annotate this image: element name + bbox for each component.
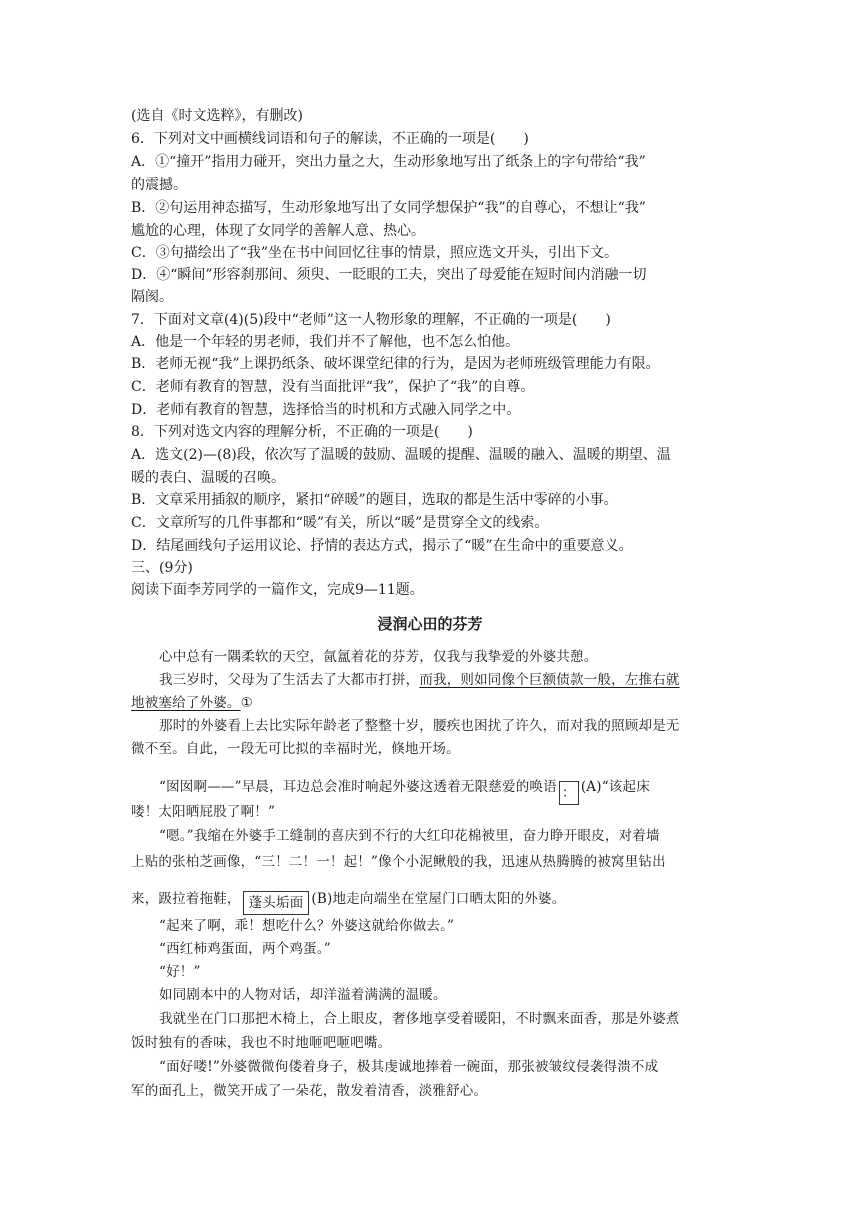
- essay-text: (B)地走向端坐在堂屋门口晒太阳的外婆。: [311, 891, 566, 907]
- q7-stem: 7．下面对文章(4)(5)段中“老师”这一人物形象的理解，不正确的一项是( ): [131, 312, 611, 328]
- essay-paragraph-cont: 喽！太阳晒屁股了啊！”: [131, 804, 276, 820]
- q6-option-d: D．④“瞬间”形容刹那间、须臾、一眨眼的工夫，突出了母爱能在短时间内消融一切: [131, 267, 647, 283]
- essay-text: “囡囡啊——”早晨，耳边总会准时响起外婆这透着无限慈爱的唤语: [159, 779, 557, 795]
- dialogue-line: “西红柿鸡蛋面，两个鸡蛋。”: [159, 941, 331, 957]
- q7-option-b: B．老师无视“我”上课扔纸条、破坏课堂纪律的行为，是因为老师班级管理能力有限。: [131, 356, 660, 372]
- q7-option-d: D．老师有教育的智慧，选择恰当的时机和方式融入同学之中。: [131, 402, 521, 418]
- marker-1: ①: [240, 695, 253, 711]
- q6-option-a: A．①“撞开”指用力碰开，突出力量之大，生动形象地写出了纸条上的字句带给“我”: [131, 154, 646, 170]
- essay-paragraph: [159, 669, 731, 691]
- underlined-sentence-cont: 地被塞给了外婆。: [131, 695, 241, 711]
- essay-title: 浸润心田的芬芳: [377, 615, 483, 633]
- essay-paragraph-cont: [131, 692, 731, 714]
- essay-paragraph-cont: 饭时独有的香味，我也不时地咂吧咂吧嘴。: [131, 1035, 392, 1051]
- q8-option-d: D．结尾画线句子运用议论、抒情的表达方式，揭示了“暖”在生命中的重要意义。: [131, 538, 633, 554]
- word-box-b: 蓬头垢面: [243, 891, 310, 915]
- q8-option-c: C．文章所写的几件事都和“暖”有关，所以“暖”是贯穿全文的线索。: [131, 515, 549, 531]
- essay-paragraph: 心中总有一隅柔软的天空，氤氲着花的芬芳，仅我与我挚爱的外婆共憩。: [159, 649, 598, 665]
- q6-option-a-cont: 的震撼。: [131, 177, 187, 193]
- q8-option-b: B．文章采用插叙的顺序，紧扣“碎暖”的题目，选取的都是生活中零碎的小事。: [131, 492, 618, 508]
- q8-option-a-cont: 暖的表白、温暖的召唤。: [131, 470, 285, 486]
- essay-paragraph-cont: 军的面孔上，微笑开成了一朵花，散发着清香，淡雅舒心。: [131, 1083, 488, 1099]
- source-note: (选自《时文选粹》，有删改): [131, 108, 303, 124]
- essay-paragraph: 如同剧本中的人物对话，却洋溢着满满的温暖。: [159, 987, 447, 1003]
- essay-paragraph: “面好喽!”外婆微微佝偻着身子，极其虔诚地捧着一碗面，那张被皱纹侵袭得溃不成: [159, 1059, 659, 1075]
- essay-paragraph: “嗯。”我缩在外婆手工缝制的喜庆到不行的大红印花棉被里，奋力睁开眼皮，对着墙: [159, 828, 660, 844]
- essay-paragraph: 我就坐在门口那把木椅上，合上眼皮，奢侈地享受着暖阳，不时飘来面香，那是外婆煮: [159, 1011, 680, 1027]
- q7-option-c: C．老师有教育的智慧，没有当面批评“我”，保护了“我”的自尊。: [131, 379, 535, 395]
- q6-option-b-cont: 尴尬的心理，体现了女同学的善解人意、热心。: [131, 223, 425, 239]
- q8-option-a: A．选文(2)—(8)段，依次写了温暖的鼓励、温暖的提醒、温暖的融入、温暖的期望、温: [131, 447, 671, 463]
- section-instruction: 阅读下面李芳同学的一篇作文，完成9—11题。: [131, 582, 424, 598]
- section-heading: 三、(9分): [131, 560, 193, 576]
- underlined-sentence: 而我，则如同像个巨额债款一般，左推右就: [419, 672, 680, 688]
- essay-paragraph-cont: 上贴的张柏芝画像，“三！二！一！起！”像个小泥鳅般的我，迅速从热腾腾的被窝里钻出: [131, 854, 666, 870]
- q6-option-d-cont: 隔阂。: [131, 289, 173, 305]
- dialogue-line: “好！”: [159, 964, 201, 980]
- essay-paragraph-cont: [131, 888, 731, 915]
- essay-paragraph: 那时的外婆看上去比实际年龄老了整整十岁，腰疾也困扰了许久，而对我的照顾却是无: [159, 718, 680, 734]
- q6-option-c: C．③句描绘出了“我”坐在书中间回忆往事的情景，照应选文开头，引出下文。: [131, 245, 619, 261]
- essay-paragraph-cont: 微不至。自此，一段无可比拟的幸福时光，倏地开场。: [131, 741, 460, 757]
- essay-text: 我三岁时，父母为了生活去了大都市打拼，: [159, 672, 420, 688]
- essay-text: 来，趿拉着拖鞋，: [131, 891, 241, 907]
- essay-text: (A)“该起床: [580, 779, 650, 795]
- q7-option-a: A．他是一个年轻的男老师，我们并不了解他，也不怎么怕他。: [131, 334, 520, 350]
- punctuation-box-a: ：: [559, 781, 579, 805]
- q8-stem: 8．下列对选文内容的理解分析，不正确的一项是( ): [131, 424, 473, 440]
- dialogue-line: “起来了啊，乖！想吃什么？外婆这就给你做去。”: [159, 918, 455, 934]
- q6-stem: 6．下列对文中画横线词语和句子的解读，不正确的一项是( ): [131, 131, 529, 147]
- q6-option-b: B．②句运用神态描写，生动形象地写出了女同学想保护“我”的自尊心，不想让“我”: [131, 200, 646, 216]
